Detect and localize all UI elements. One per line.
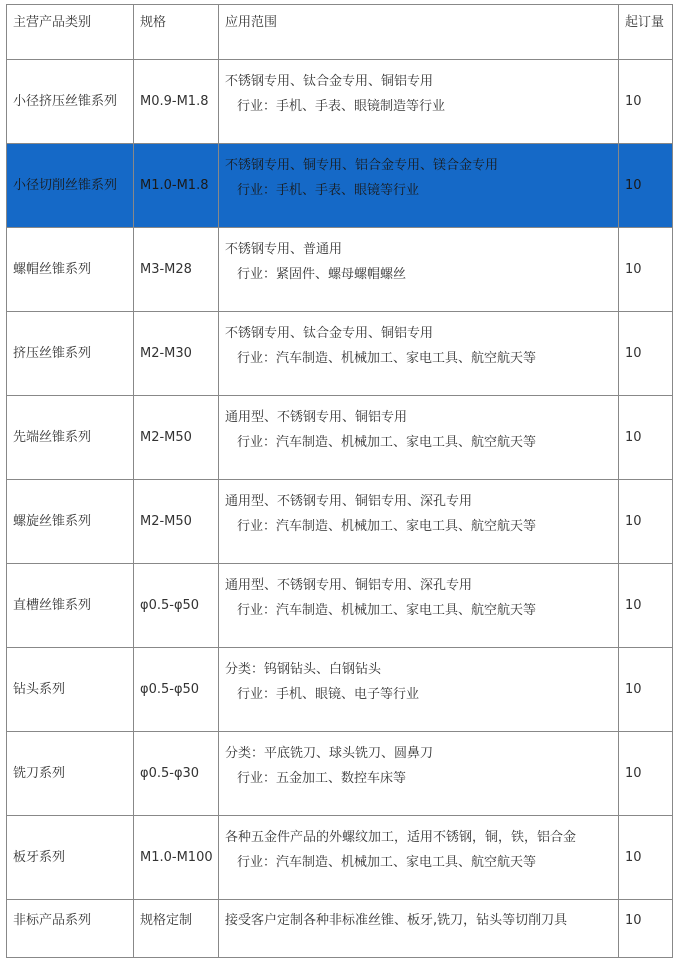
application-line-2: 行业：紧固件、螺母螺帽螺丝 (237, 267, 407, 282)
cell-application (219, 228, 619, 312)
application-line-2: 行业：五金加工、数控车床等 (237, 771, 407, 786)
table-row[interactable] (7, 732, 673, 816)
cell-moq: 10 (619, 480, 673, 564)
header-category: 主营产品类别 (7, 5, 134, 60)
cell-spec: φ0.5-φ50 (134, 648, 219, 732)
header-spec: 规格 (134, 5, 219, 60)
cell-application (219, 60, 619, 144)
cell-category: 钻头系列 (7, 648, 134, 732)
cell-moq: 10 (619, 144, 673, 228)
table-row-selected[interactable] (7, 144, 673, 228)
cell-moq: 10 (619, 228, 673, 312)
application-line-2: 行业：手机、手表、眼镜制造等行业 (237, 99, 446, 114)
cell-category: 螺帽丝锥系列 (7, 228, 134, 312)
cell-application (219, 648, 619, 732)
cell-spec: M3-M28 (134, 228, 219, 312)
cell-application (219, 480, 619, 564)
cell-category: 螺旋丝锥系列 (7, 480, 134, 564)
application-line-2: 行业：手机、手表、眼镜等行业 (237, 183, 420, 198)
cell-application (219, 312, 619, 396)
application-line-1: 通用型、不锈钢专用、铜铝专用、深孔专用 (225, 494, 473, 509)
cell-spec: M2-M50 (134, 480, 219, 564)
application-line-1: 通用型、不锈钢专用、铜铝专用、深孔专用 (225, 578, 473, 593)
application-line-2: 行业：汽车制造、机械加工、家电工具、航空航天等 (237, 603, 537, 618)
cell-category: 先端丝锥系列 (7, 396, 134, 480)
cell-category: 挤压丝锥系列 (7, 312, 134, 396)
cell-application (219, 396, 619, 480)
cell-application (219, 900, 619, 958)
application-line-1: 接受客户定制各种非标准丝锥、板牙,铣刀，钻头等切削刀具 (225, 913, 568, 928)
cell-category: 铣刀系列 (7, 732, 134, 816)
cell-spec: M2-M30 (134, 312, 219, 396)
application-line-1: 分类：平底铣刀、球头铣刀、圆鼻刀 (225, 746, 434, 761)
cell-category: 板牙系列 (7, 816, 134, 900)
application-line-1: 通用型、不锈钢专用、铜铝专用 (225, 410, 408, 425)
cell-spec: M2-M50 (134, 396, 219, 480)
cell-moq: 10 (619, 312, 673, 396)
table-row[interactable] (7, 480, 673, 564)
application-line-1: 不锈钢专用、铜专用、铝合金专用、镁合金专用 (225, 158, 499, 173)
cell-moq: 10 (619, 396, 673, 480)
cell-spec: φ0.5-φ50 (134, 564, 219, 648)
cell-moq: 10 (619, 816, 673, 900)
application-line-2: 行业：汽车制造、机械加工、家电工具、航空航天等 (237, 351, 537, 366)
table-row[interactable] (7, 816, 673, 900)
cell-moq: 10 (619, 732, 673, 816)
cell-category: 小径挤压丝锥系列 (7, 60, 134, 144)
table-row[interactable] (7, 564, 673, 648)
header-application: 应用范围 (219, 5, 619, 60)
product-table-container (6, 4, 673, 958)
cell-moq: 10 (619, 564, 673, 648)
cell-application (219, 564, 619, 648)
application-line-2: 行业：汽车制造、机械加工、家电工具、航空航天等 (237, 519, 537, 534)
product-table (6, 4, 673, 958)
table-row[interactable] (7, 648, 673, 732)
cell-spec: M1.0-M100 (134, 816, 219, 900)
table-row[interactable] (7, 228, 673, 312)
header-moq: 起订量 (619, 5, 673, 60)
cell-spec: M1.0-M1.8 (134, 144, 219, 228)
cell-category: 直槽丝锥系列 (7, 564, 134, 648)
application-line-2: 行业：手机、眼镜、电子等行业 (237, 687, 420, 702)
cell-application (219, 144, 619, 228)
application-line-1: 各种五金件产品的外螺纹加工，适用不锈钢，铜，铁，铝合金 (225, 830, 577, 845)
application-line-1: 分类：钨钢钻头、白钢钻头 (225, 662, 382, 677)
application-line-1: 不锈钢专用、钛合金专用、铜铝专用 (225, 74, 434, 89)
cell-moq: 10 (619, 648, 673, 732)
table-row[interactable] (7, 396, 673, 480)
table-row[interactable] (7, 900, 673, 958)
cell-category: 小径切削丝锥系列 (7, 144, 134, 228)
table-row[interactable] (7, 60, 673, 144)
cell-application (219, 732, 619, 816)
application-line-1: 不锈钢专用、钛合金专用、铜铝专用 (225, 326, 434, 341)
cell-moq: 10 (619, 60, 673, 144)
cell-spec: 规格定制 (134, 900, 219, 958)
cell-category: 非标产品系列 (7, 900, 134, 958)
cell-spec: M0.9-M1.8 (134, 60, 219, 144)
application-line-2: 行业：汽车制造、机械加工、家电工具、航空航天等 (237, 435, 537, 450)
table-header-row (7, 5, 673, 60)
cell-spec: φ0.5-φ30 (134, 732, 219, 816)
table-row[interactable] (7, 312, 673, 396)
cell-application (219, 816, 619, 900)
application-line-2: 行业：汽车制造、机械加工、家电工具、航空航天等 (237, 855, 537, 870)
cell-moq: 10 (619, 900, 673, 958)
application-line-1: 不锈钢专用、普通用 (225, 242, 343, 257)
